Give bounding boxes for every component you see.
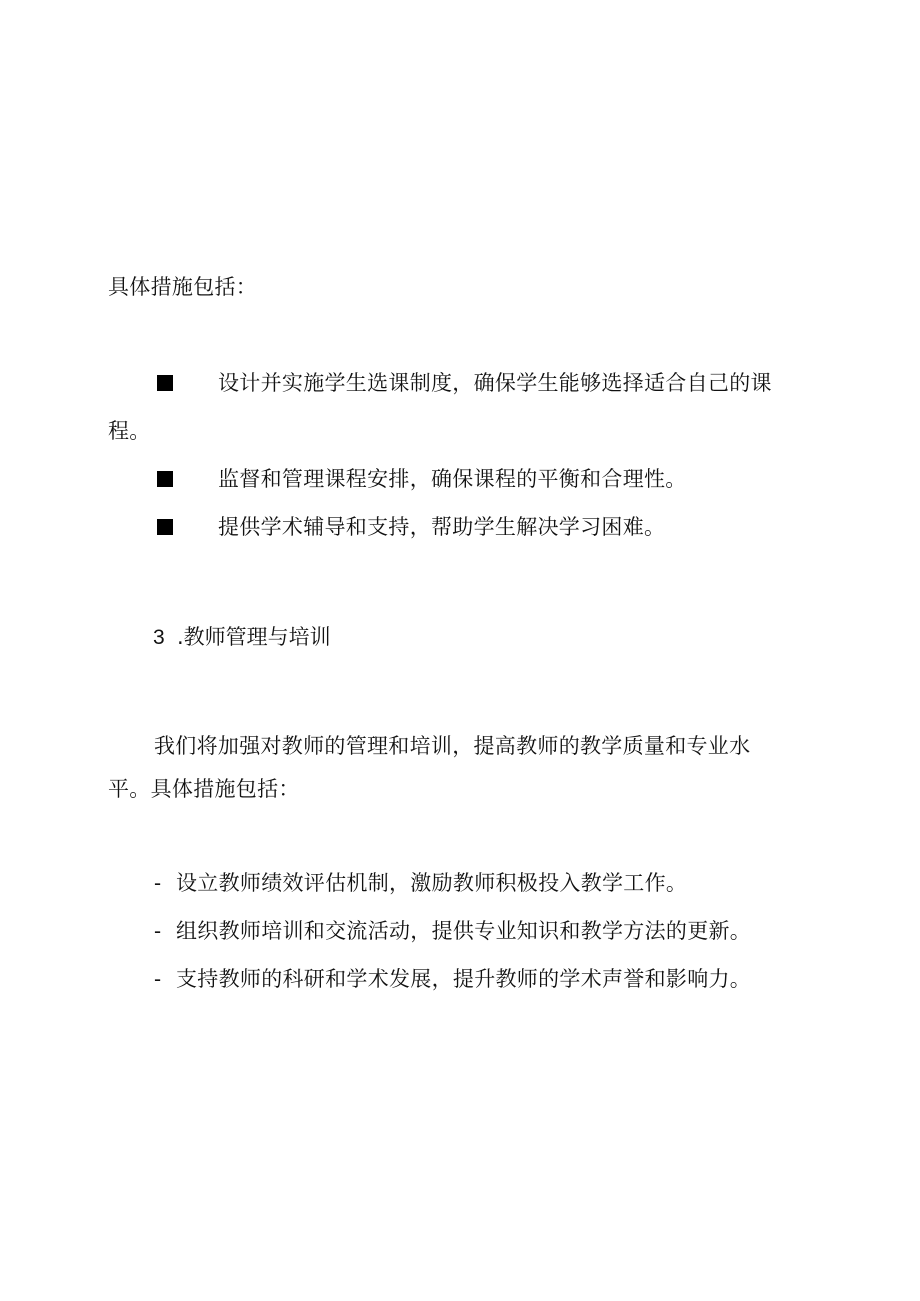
list-item — [0, 368, 920, 398]
square-bullet-icon — [157, 471, 173, 487]
list-item-text: 设立教师绩效评估机制，激励教师积极投入教学工作。 — [176, 871, 688, 895]
list-item — [0, 464, 920, 494]
dash-bullet: - — [154, 919, 162, 943]
list-item — [154, 868, 687, 898]
section-number: 3 — [153, 626, 165, 649]
section-heading — [153, 622, 331, 653]
intro-text: 具体措施包括： — [108, 275, 258, 299]
list-item — [0, 512, 920, 542]
dash-bullet: - — [154, 871, 162, 895]
square-bullet-icon — [157, 375, 173, 391]
list-item-text: 设计并实施学生选课制度，确保学生能够选择适合自己的课 — [218, 371, 772, 395]
paragraph-line: 平。具体措施包括： — [108, 777, 300, 801]
list-item-text: 支持教师的科研和学术发展，提升教师的学术声誉和影响力。 — [176, 967, 752, 991]
list-item — [154, 916, 751, 946]
section-title: .教师管理与培训 — [177, 625, 331, 649]
list-item-text: 组织教师培训和交流活动，提供专业知识和教学方法的更新。 — [176, 919, 752, 943]
list-item-text: 监督和管理课程安排，确保课程的平衡和合理性。 — [218, 467, 687, 491]
dash-bullet: - — [154, 967, 162, 991]
list-item — [154, 964, 751, 994]
paragraph-line: 我们将加强对教师的管理和培训，提高教师的教学质量和专业水 — [154, 734, 751, 758]
list-item-text-continuation: 程。 — [108, 419, 151, 443]
list-item-text: 提供学术辅导和支持，帮助学生解决学习困难。 — [218, 515, 666, 539]
square-bullet-icon — [157, 519, 173, 535]
